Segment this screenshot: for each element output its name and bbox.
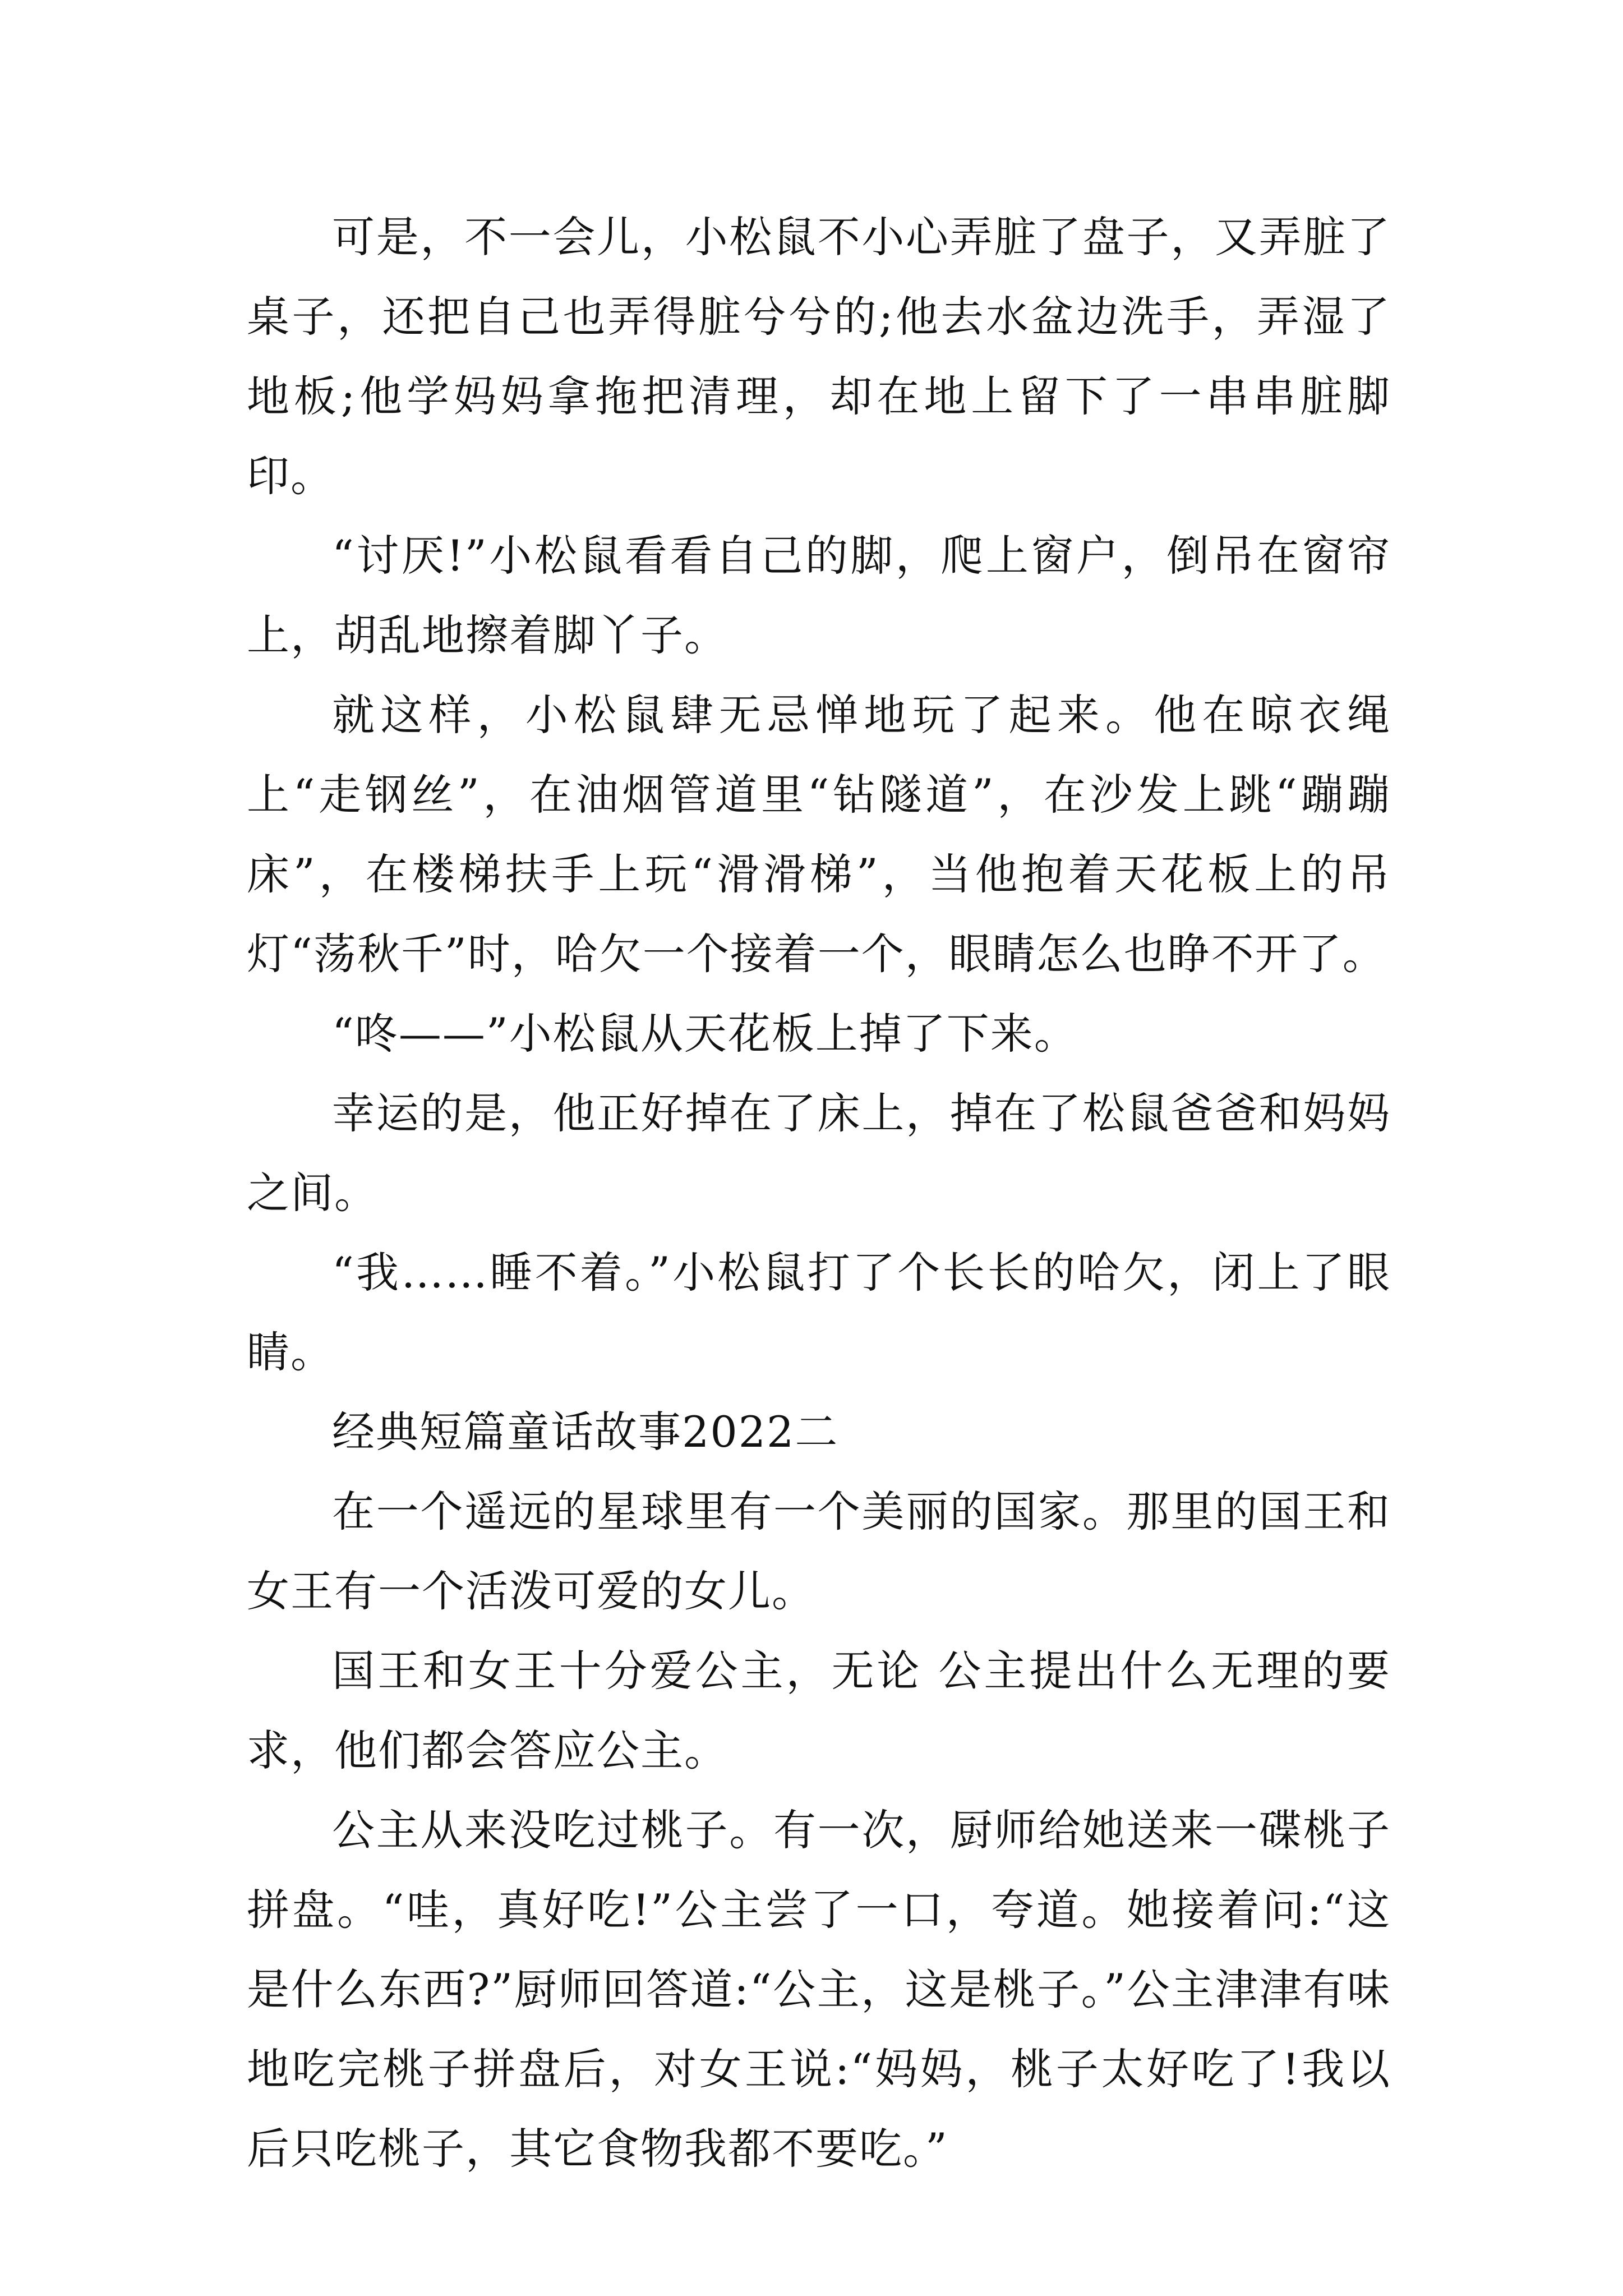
paragraph: 可是，不一会儿，小松鼠不小心弄脏了盘子，又弄脏了桌子，还把自己也弄得脏兮兮的;他去水盆边洗手，弄湿了地板;他学妈妈拿拖把清理，却在地上留下了一串串脏脚印。: [247, 212, 1391, 501]
section-title: 经典短篇童话故事2022二: [332, 1407, 839, 1457]
paragraph: “我……睡不着。”小松鼠打了个长长的哈欠，闭上了眼睛。: [247, 1248, 1391, 1377]
paragraph: 就这样，小松鼠肆无忌惮地玩了起来。他在晾衣绳上“走钢丝”，在油烟管道里“钻隧道”，在沙发上跳“蹦蹦床”，在楼梯扶手上玩“滑滑梯”，当他抱着天花板上的吊灯“荡秋千”时，哈欠一个接着一个，眼睛怎么也睁不开了。: [247, 690, 1391, 979]
paragraph: 公主从来没吃过桃子。有一次，厨师给她送来一碟桃子拼盘。“哇，真好吃!”公主尝了一口，夸道。她接着问:“这是什么东西?”厨师回答道:“公主，这是桃子。”公主津津有味地吃完桃子拼盘后，对女王说:“妈妈，桃子太好吃了!我以后只吃桃子，其它食物我都不要吃。”: [247, 1805, 1391, 2174]
paragraph: 幸运的是，他正好掉在了床上，掉在了松鼠爸爸和妈妈之间。: [247, 1088, 1391, 1218]
document-body: [247, 197, 1391, 2189]
paragraph: “讨厌!”小松鼠看看自己的脚，爬上窗户，倒吊在窗帘上，胡乱地擦着脚丫子。: [247, 531, 1391, 660]
paragraph: “咚——”小松鼠从天花板上掉了下来。: [332, 1009, 1078, 1059]
paragraph: 在一个遥远的星球里有一个美丽的国家。那里的国王和女王有一个活泼可爱的女儿。: [247, 1487, 1391, 1616]
paragraph: 国王和女王十分爱公主，无论 公主提出什么无理的要求，他们都会答应公主。: [247, 1646, 1391, 1775]
